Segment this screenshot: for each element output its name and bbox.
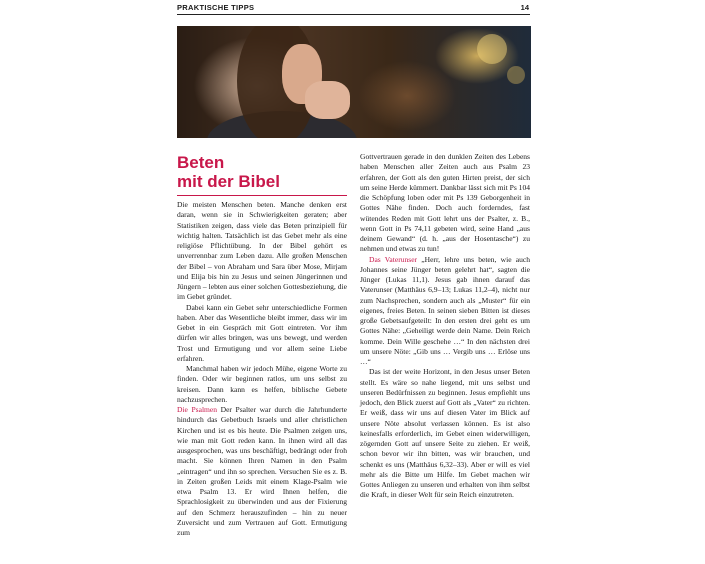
article-title [177,153,347,191]
paragraph-vaterunser [360,255,530,368]
title-line-2: mit der Bibel [177,172,280,191]
title-line-1: Beten [177,153,225,172]
paragraph-trust: Gottvertrauen gerade in den dunklen Zeiten des Lebens haben Menschen aller Zeiten auch aus Psalm 23 erfahren, der Gott als den guten Hirten preist, der sich um seine Herde kümmert. Dankbar lässt sich mit Ps 104 die Schöpfung loben oder mit Ps 139 Geborgenheit in Gottes Nähe finden. Doch auch forderndes, fast wütendes Reden mit Gott lehrt uns der Psalter, z. B., wenn Gott in Ps 74,11 gebeten wird, seine Hand „aus deinem Gewand“ (d. h. „aus der Hosentasche“) zu nehmen und etwas zu tun! [360,152,530,254]
paragraph-psalmen [177,405,347,538]
title-divider [177,195,347,196]
paragraph-words: Manchmal haben wir jedoch Mühe, eigene Worte zu finden. Oder wir beginnen ratlos, um uns selbst zu kreisen. Dann kann es helfen, biblische Gebete nachzusprechen. [177,364,347,404]
right-column [360,152,530,501]
section-label: PRAKTISCHE TIPPS [177,3,255,12]
praying-woman-photo [177,26,531,138]
paragraph-intro: Die meisten Menschen beten. Manche denken erst daran, wenn sie in Schwierigkeiten geraten; aber Statistiken zeigen, dass viele das Beten prinzipiell für wichtig halten. Tatsächlich ist das Gebet mehr als eine religiöse Pflichtübung. In der Bibel gehört es unverrennbar zum Leben dazu. Alle großen Menschen der Bibel – von Abraham und Sara über Mose, Mirjam und Elija bis hin zu Jesus und seinen Jüngerinnen und Jüngern – lebten aus einer solchen Gottesbeziehung, die im Gebet gründet. [177,200,347,302]
paragraph-horizon: Das ist der weite Horizont, in den Jesus unser Beten stellt. Es wäre so nahe liegend, mit uns selbst und unseren Bedürfnissen zu beginnen. Jesus empfiehlt uns jedoch, den Blick zuerst auf Gott als „Vater“ zu richten. Er weiß, dass wir uns auf diesen Vater im Blick auf unsere Nöte absolut verlassen können. Es ist also keinesfalls erforderlich, im Gebet einen widerwilligen, zögernden Gott auf unsere Seite zu ziehen. Er weiß, schon bevor wir ihn bitten, was wir brauchen, und schenkt es uns (Matthäus 6,32–33). Aber er will es viel mehr als die Bitte um Hilfe. Im Gebet machen wir Gottes Anliegen zu unseren und erhalten von ihm selbst die Kraft, in dieser Welt für sein Reich einzutreten. [360,367,530,500]
psalmen-text: Der Psalter war durch die Jahrhunderte hindurch das Gebetbuch Israels und aller christlichen Kirchen und ist es bis heute. Die Psalmen zeigen uns, wie man mit Gott reden kann. In ihnen wird all das ausgesprochen, was uns beschäftigt, bedrängt oder froh macht. Sie können Ihren Namen in den Psalm „eintragen“ und ihn so sprechen. Versuchen Sie es z. B. in Zeiten großen Leids mit einem Klage-Psalm wie etwa Psalm 13. Er wird Ihnen helfen, die Sprachlosigkeit zu überwinden und aus der Fixierung auf den Schmerz herauszufinden – hin zu neuer Zuversicht und zum Vertrauen auf Gott. Ermutigung zum [177,405,347,537]
psalmen-keyword: Die Psalmen [177,405,218,414]
vaterunser-keyword: Das Vaterunser [369,254,418,264]
vaterunser-text: „Herr, lehre uns beten, wie auch Johannes seine Jünger beten gelehrt hat“, sagten die Jünger (Lukas 11,1). Jesus gab ihnen darauf das Vaterunser (Matthäus 6,9–13; Lukas 11,2–4), nicht nur zum Nachsprechen, sondern auch als „Muster“ für ein eigenes, freies Beten. In seinen sieben Bitten ist dieses große Gebetsaufgeteilt: In den ersten drei geht es um Gottes Nähe: „Geheiligt werde dein Name. Dein Reich komme. Dein Wille geschehe …“ In den nächsten drei um unsere Nöte: „Gib uns … Vergib uns … Erlöse uns …“ [360,254,530,366]
paragraph-forms: Dabei kann ein Gebet sehr unterschiedliche Formen haben. Aber das Wesentliche bleibt immer, dass wir im Gebet in ein Gespräch mit Gott eintreten. Vor ihm dürfen wir alles bringen, was uns bewegt, und werden Trost und Ermutigung und vor allem seine Liebe erfahren. [177,302,347,363]
left-column [177,200,347,538]
header-divider [177,14,530,15]
page-number: 14 [520,3,529,12]
